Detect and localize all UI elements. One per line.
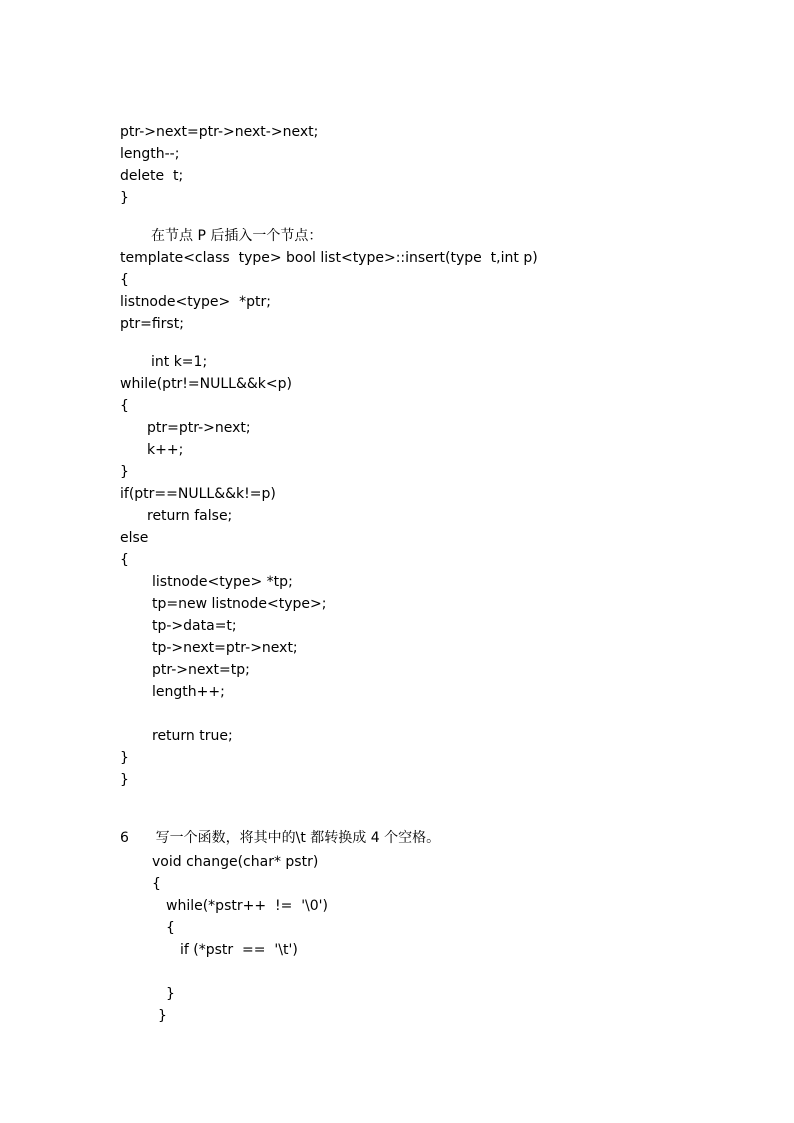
code-line: int k=1; [151, 354, 208, 370]
code-line: listnode<type> *ptr; [120, 294, 271, 310]
code-line: return true; [152, 728, 233, 744]
code-line: { [152, 876, 161, 892]
code-line: { [120, 272, 129, 288]
code-line: if (*pstr == '\t') [180, 942, 298, 958]
code-line: } [166, 986, 175, 1002]
code-line: { [166, 920, 175, 936]
code-line: ptr->next=ptr->next->next; [120, 124, 319, 140]
question-heading: 6 写一个函数，将其中的\t 都转换成 4 个空格。 [120, 830, 441, 846]
code-line: length++; [152, 684, 225, 700]
code-line: tp=new listnode<type>; [152, 596, 327, 612]
code-line: } [158, 1008, 167, 1024]
code-line: length--; [120, 146, 180, 162]
code-line: delete t; [120, 168, 184, 184]
code-line: else [120, 530, 149, 546]
section-heading: 在节点 P 后插入一个节点： [151, 228, 323, 244]
code-line: template<class type> bool list<type>::insert(type t,int p) [120, 250, 538, 266]
code-line: { [120, 398, 129, 414]
code-line: } [120, 750, 129, 766]
code-line: return false; [147, 508, 233, 524]
code-line: ptr=first; [120, 316, 184, 332]
code-line: tp->next=ptr->next; [152, 640, 298, 656]
code-line: while(ptr!=NULL&&k<p) [120, 376, 292, 392]
code-line: { [120, 552, 129, 568]
code-line: tp->data=t; [152, 618, 237, 634]
code-line: } [120, 464, 129, 480]
code-line: k++; [147, 442, 184, 458]
code-line: listnode<type> *tp; [152, 574, 293, 590]
code-line: } [120, 772, 129, 788]
code-line: ptr=ptr->next; [147, 420, 251, 436]
code-line: ptr->next=tp; [152, 662, 250, 678]
code-line: void change(char* pstr) [152, 854, 319, 870]
code-line: } [120, 190, 129, 206]
code-line: while(*pstr++ != '\0') [166, 898, 328, 914]
code-line: if(ptr==NULL&&k!=p) [120, 486, 276, 502]
